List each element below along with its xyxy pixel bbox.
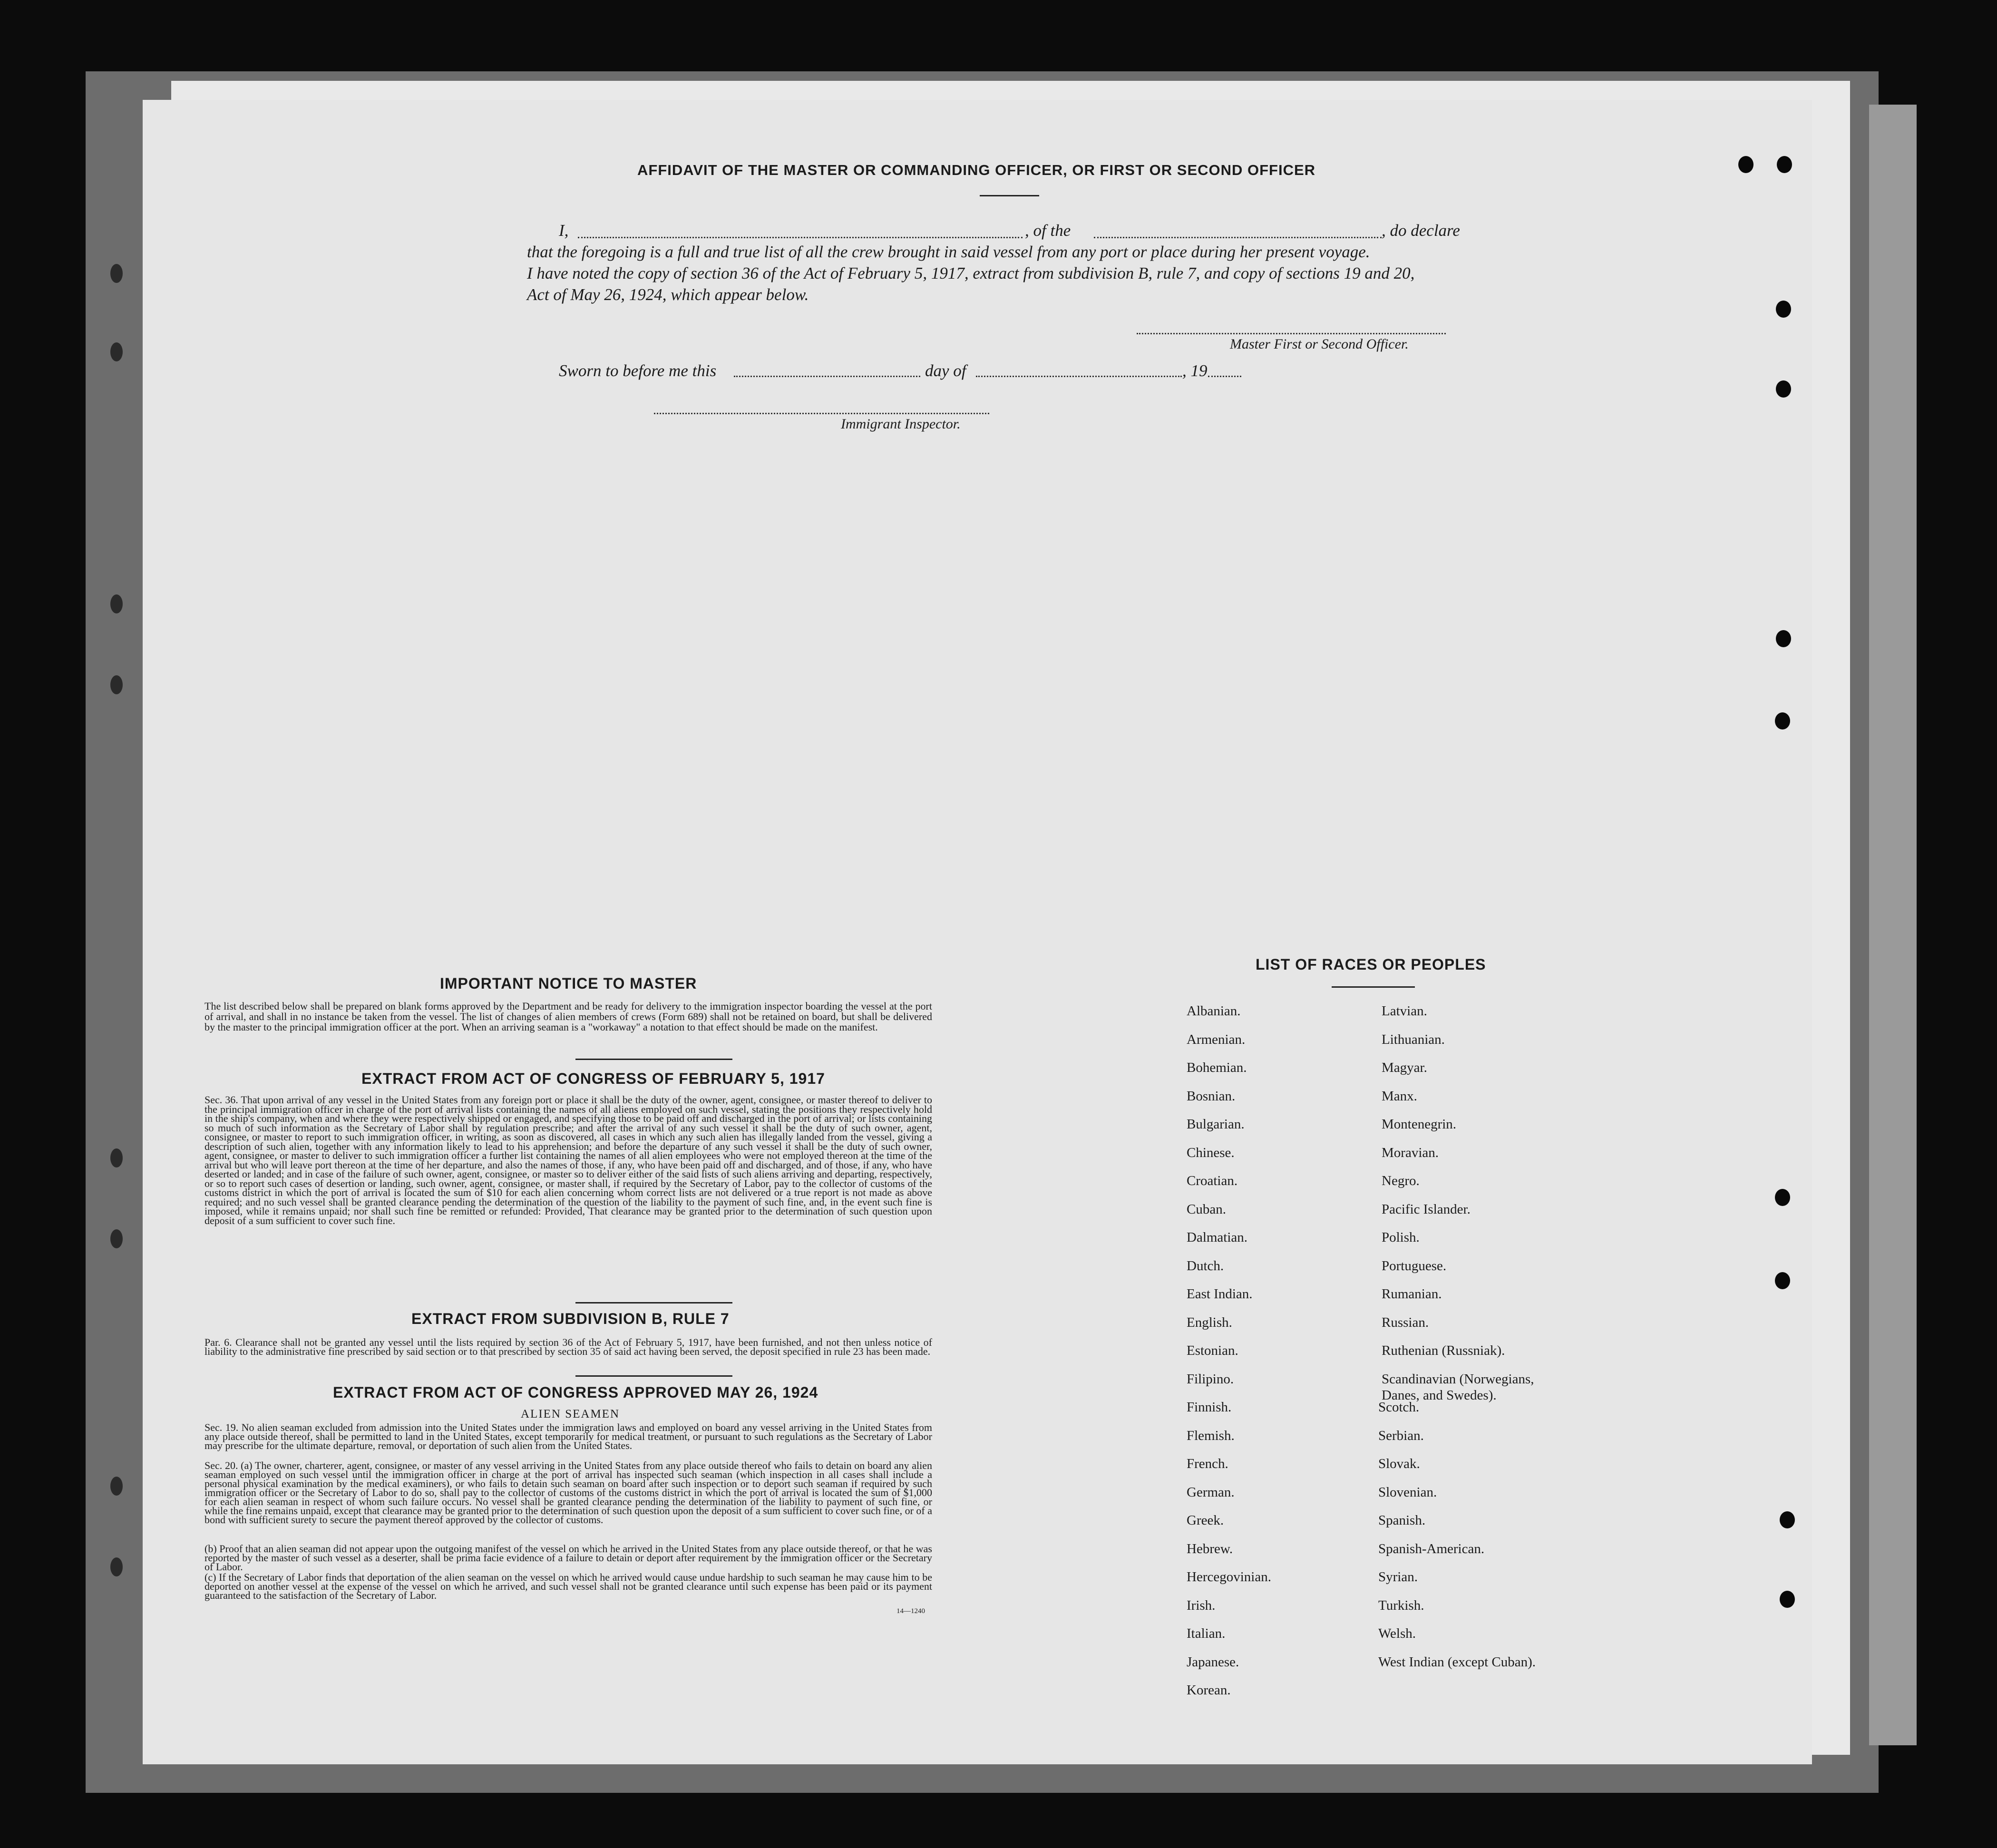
race-item: Croatian.	[1187, 1173, 1238, 1188]
sworn-prefix: Sworn to before me this	[559, 361, 717, 380]
sworn-year-line	[1208, 376, 1241, 377]
race-item: Estonian.	[1187, 1343, 1238, 1358]
affidavit-line-4: Act of May 26, 1924, which appear below.	[527, 285, 809, 304]
extract-1917-title: EXTRACT FROM ACT OF CONGRESS OF FEBRUARY 5, 1917	[361, 1070, 825, 1087]
race-item: Welsh.	[1378, 1626, 1416, 1641]
race-item: Lithuanian.	[1382, 1031, 1445, 1047]
race-item: Flemish.	[1187, 1428, 1235, 1443]
binding-hole	[110, 1477, 123, 1496]
notice-text: The list described below shall be prepared on blank forms approved by the Department and be ready for delivery to the immigration inspector boarding the vessel at the port of arrival, and shall in no instance be taken from the vessel. The list of changes of alien members of crews (Form 689) shall not be retained on board, but shall be delivered by the master to the principal immigration officer at the port. When an arriving seaman is a "workaway" a notation to that effect should be made on the manifest.	[205, 1000, 932, 1033]
race-item: Hercegovinian.	[1187, 1569, 1271, 1585]
binding-hole	[1775, 1272, 1790, 1289]
divider-rule	[575, 1059, 732, 1060]
notice-title: IMPORTANT NOTICE TO MASTER	[440, 975, 697, 992]
binding-hole	[1780, 1511, 1795, 1528]
race-item: East Indian.	[1187, 1286, 1253, 1302]
race-item: Slovenian.	[1378, 1484, 1437, 1500]
binding-hole	[1776, 301, 1791, 318]
adjacent-page-edge	[1869, 105, 1917, 1745]
race-item: Bohemian.	[1187, 1060, 1247, 1075]
race-item: Moravian.	[1382, 1145, 1439, 1160]
binding-hole	[110, 1557, 123, 1576]
race-item: Pacific Islander.	[1382, 1201, 1471, 1217]
race-item: Greek.	[1187, 1513, 1224, 1528]
affidavit-i: I,	[559, 221, 569, 240]
race-item: Portuguese.	[1382, 1258, 1447, 1274]
binding-hole	[110, 1148, 123, 1167]
affidavit-declare: , do declare	[1382, 221, 1460, 240]
race-item: Turkish.	[1378, 1597, 1424, 1613]
binding-hole	[1777, 156, 1792, 173]
race-item: Dutch.	[1187, 1258, 1224, 1274]
sec-20b-text: (b) Proof that an alien seaman did not appear upon the outgoing manifest of the vessel on which he arrived in the United States from any place outside thereof, or that he was reported by the master of such vessel as a deserter, shall be prima facie evidence of a failure to detain or deport after requirement by the immigration officer or the Secretary of Labor.	[205, 1543, 932, 1573]
signature-label: Master First or Second Officer.	[1230, 336, 1409, 352]
binding-hole	[1776, 380, 1791, 398]
race-item: Bosnian.	[1187, 1088, 1236, 1104]
race-item: Danes, and Swedes).	[1382, 1387, 1497, 1403]
race-item: West Indian (except Cuban).	[1378, 1654, 1536, 1670]
race-item: Chinese.	[1187, 1145, 1235, 1160]
binding-hole	[1780, 1591, 1795, 1608]
race-item: Scandinavian (Norwegians,	[1382, 1371, 1534, 1387]
affidavit-title-rule	[980, 195, 1039, 196]
sec-20a-text: Sec. 20. (a) The owner, charterer, agent, consignee, or master of any vessel arriving in the United States from any place outside thereof who fails to detain on board any alien seaman employed on such vessel until the immigration officer in charge at the port of arrival has inspected such seaman (which inspection in all cases shall include a personal physical examination by the medical examiners), or who fails to detain such seaman on board after such inspection or to deport such seaman if required by such immigration officer or the Secretary of Labor to do so, shall pay to the collector of customs of the customs district in which the port of arrival is located the sum of $1,000 for each alien seaman in respect of whom such failure occurs. No vessel shall be granted clearance pending the determination of the liability to payment of such fine, or while the fine remains unpaid, except that clearance may be granted prior to the determination of such question upon the deposit of a sum sufficient to cover such fine, or of a bond with sufficient surety to secure the payment thereof approved by the collector of customs.	[205, 1459, 932, 1526]
race-item: Montenegrin.	[1382, 1117, 1457, 1132]
race-item: Spanish.	[1378, 1513, 1426, 1528]
extract-rule7-text: Par. 6. Clearance shall not be granted any vessel until the lists required by section 36 of the Act of February 5, 1917, have been furnished, and not then unless notice of liability to the administrative fine prescribed by said section or to that prescribed by section 35 of said act having been served, the deposit specified in rule 23 has been made.	[205, 1336, 932, 1357]
race-item: Negro.	[1382, 1173, 1420, 1188]
affidavit-line-2: that the foregoing is a full and true list of all the crew brought in said vessel from any port or place during her present voyage.	[527, 243, 1370, 261]
binding-hole	[1776, 630, 1791, 647]
affidavit-title: AFFIDAVIT OF THE MASTER OR COMMANDING OFFICER, OR FIRST OR SECOND OFFICER	[637, 162, 1316, 178]
race-item: Polish.	[1382, 1230, 1420, 1245]
sworn-day: day of	[925, 361, 966, 380]
race-item: Manx.	[1382, 1088, 1417, 1104]
race-item: French.	[1187, 1456, 1228, 1471]
form-number: 14—1240	[896, 1607, 925, 1615]
race-item: Korean.	[1187, 1683, 1231, 1698]
signature-line	[1137, 333, 1446, 334]
affidavit-of: , of the	[1025, 221, 1071, 240]
race-item: Latvian.	[1382, 1003, 1427, 1019]
races-title-rule	[1332, 986, 1415, 988]
race-item: Finnish.	[1187, 1400, 1232, 1415]
sec-20c-text: (c) If the Secretary of Labor finds that deportation of the alien seaman on the vessel on which he arrived would cause undue hardship to such seaman he may cause him to be deported on another vessel at the expense of the vessel on which he arrived, and such vessel shall not be granted clearance until such expense has been paid or its payment guaranteed to the satisfaction of the Secretary of Labor.	[205, 1571, 932, 1601]
race-item: Scotch.	[1378, 1400, 1420, 1415]
affidavit-line-3: I have noted the copy of section 36 of the Act of February 5, 1917, extract from subdivision B, rule 7, and copy of sections 19 and 20,	[527, 264, 1415, 282]
sec-19-text: Sec. 19. No alien seaman excluded from admission into the United States under the immigration laws and employed on board any vessel arriving in the United States from any place outside thereof, shall be permitted to land in the United States, except temporarily for medical treatment, or pursuant to such regulations as the Secretary of Labor may prescribe for the ultimate departure, removal, or deportation of such alien from the United States.	[205, 1421, 932, 1451]
sworn-day-line	[734, 376, 920, 377]
binding-hole	[110, 594, 123, 613]
race-item: English.	[1187, 1314, 1232, 1330]
binding-hole	[1775, 1189, 1790, 1206]
race-item: Bulgarian.	[1187, 1117, 1245, 1132]
binding-hole	[110, 264, 123, 283]
binding-hole	[110, 675, 123, 694]
binding-hole	[110, 342, 123, 361]
sworn-month-line	[976, 376, 1182, 377]
extract-1924-title: EXTRACT FROM ACT OF CONGRESS APPROVED MAY 26, 1924	[333, 1384, 818, 1401]
race-item: Syrian.	[1378, 1569, 1418, 1585]
race-item: Slovak.	[1378, 1456, 1420, 1471]
alien-seamen-subtitle: ALIEN SEAMEN	[521, 1408, 620, 1420]
race-item: Albanian.	[1187, 1003, 1241, 1019]
sworn-year: , 19	[1182, 361, 1208, 380]
race-item: German.	[1187, 1484, 1235, 1500]
race-item: Hebrew.	[1187, 1541, 1233, 1556]
race-item: Cuban.	[1187, 1201, 1226, 1217]
extract-rule7-title: EXTRACT FROM SUBDIVISION B, RULE 7	[411, 1310, 730, 1327]
name-field-line	[578, 237, 1023, 238]
race-item: Japanese.	[1187, 1654, 1239, 1670]
divider-rule	[575, 1375, 732, 1377]
race-item: Dalmatian.	[1187, 1230, 1248, 1245]
document-page	[143, 100, 1812, 1764]
binding-hole	[1738, 156, 1753, 173]
race-item: Ruthenian (Russniak).	[1382, 1343, 1505, 1358]
race-item: Spanish-American.	[1378, 1541, 1485, 1556]
race-item: Irish.	[1187, 1597, 1216, 1613]
race-item: Magyar.	[1382, 1060, 1427, 1075]
divider-rule	[575, 1302, 732, 1303]
inspector-signature-line	[654, 413, 989, 414]
inspector-label: Immigrant Inspector.	[841, 416, 961, 432]
race-item: Armenian.	[1187, 1031, 1246, 1047]
race-item: Italian.	[1187, 1626, 1226, 1641]
extract-1917-text: Sec. 36. That upon arrival of any vessel in the United States from any foreign port or place it shall be the duty of the owner, agent, consignee, or master thereof to deliver to the principal immigration officer in charge of the port of arrival lists containing the names of all aliens employed on such vessel, stating the positions they respectively hold in the ship's company, when and where they were respectively shipped or engaged, and specifying those to be paid off and discharged in the port of arrival; or lists containing so much of such information as the Secretary of Labor shall by regulation prescribe; and after the arrival of any such vessel it shall be the duty of such owner, agent, consignee, or master to report to such immigration officer, in writing, as soon as discovered, all cases in which any such alien has illegally landed from the vessel, giving a description of such alien, together with any information likely to lead to his apprehension; and before the departure of any such vessel it shall be the duty of such owner, agent, consignee, or master to deliver to such immigration officer a further list containing the names of all alien employees who were not employed thereon at the time of the arrival but who will leave port thereon at the time of her departure, and also the names of those, if any, who have been paid off and discharged, and of those, if any, who have deserted or landed; and in case of the failure of such owner, agent, consignee, or master so to deliver either of the said lists of such aliens arriving and departing, respectively, or so to report such cases of desertion or landing, such owner, agent, consignee, or master shall, if required by the Secretary of Labor, pay to the collector of customs of the customs district in which the port of arrival is located the sum of $10 for each alien concerning whom correct lists are not delivered or a true report is not made as above required; and no such vessel shall be granted clearance pending the determination of the question of the liability to the payment of such fine, and, in the event such fine is imposed, while it remains unpaid; nor shall such fine be remitted or refunded: Provided, That clearance may be granted prior to the determination of such question upon deposit of a sum sufficient to cover such fine.	[205, 1094, 932, 1226]
race-item: Russian.	[1382, 1314, 1429, 1330]
race-item: Serbian.	[1378, 1428, 1424, 1443]
binding-hole	[1775, 712, 1790, 729]
race-item: Filipino.	[1187, 1371, 1234, 1387]
binding-hole	[110, 1229, 123, 1248]
races-title: LIST OF RACES OR PEOPLES	[1256, 956, 1486, 973]
vessel-field-line	[1094, 237, 1382, 238]
race-item: Rumanian.	[1382, 1286, 1442, 1302]
